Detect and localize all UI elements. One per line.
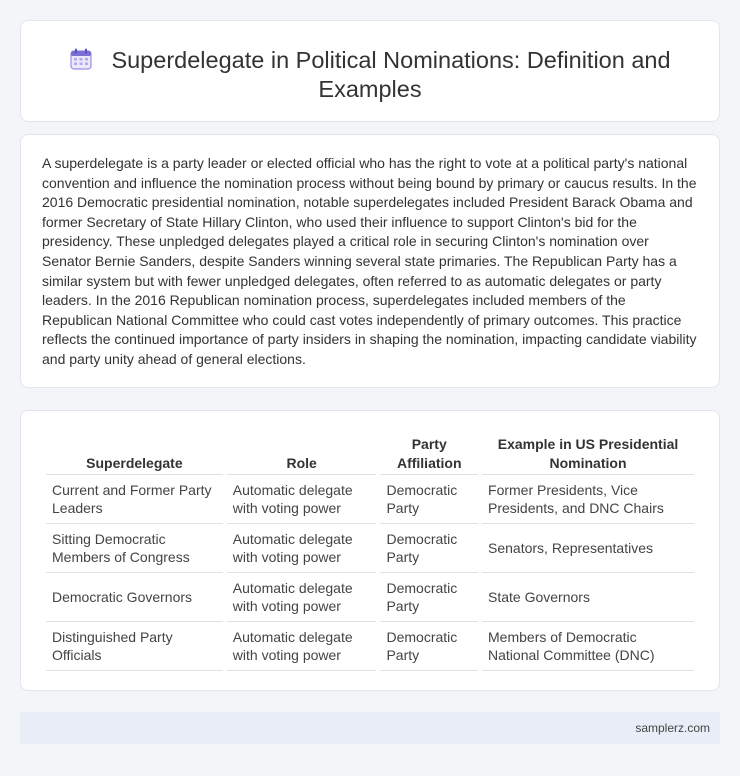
table-cell: Democratic Party [380,475,478,524]
summary-paragraph: A superdelegate is a party leader or elected official who has the right to vote at a political party's national convention and influence the nomination process without being bound by primary or caucus results. In the 2016 Democratic presidential nomination, notable superdelegates included President Barack Obama and former Secretary of State Hillary Clinton, who used their influence to support Clinton's bid for the presidency. These unpledged delegates played a critical role in securing Clinton's nomination over Senator Bernie Sanders, despite Sanders winning several state primaries. The Republican Party has a similar system but with fewer unpledged delegates, often referred to as automatic delegates or party leaders. In the 2016 Republican nomination process, superdelegates included members of the Republican National Committee who could cast votes independently of primary outcomes. This practice reflects the continued importance of party insiders in shaping the nomination, impacting candidate viability and party unity ahead of general elections. [42,155,697,367]
calendar-icon [69,47,93,71]
page-title: Superdelegate in Political Nominations: Definition and Examples [111,47,671,102]
table-card [20,410,720,691]
summary-card [20,134,720,388]
header-card [20,20,720,122]
superdelegate-table [42,433,698,671]
table-cell: Sitting Democratic Members of Congress [46,524,223,573]
table-cell: State Governors [482,573,694,622]
table-row [46,622,694,671]
table-cell: Democratic Governors [46,573,223,622]
table-cell: Current and Former Party Leaders [46,475,223,524]
table-header-row [46,433,694,475]
table-cell: Automatic delegate with voting power [227,475,377,524]
table-cell: Members of Democratic National Committee (DNC) [482,622,694,671]
page-title-container [21,46,719,104]
table-cell: Democratic Party [380,622,478,671]
table-row [46,524,694,573]
table-cell: Automatic delegate with voting power [227,622,377,671]
table-row [46,573,694,622]
column-header-role: Role [227,433,377,475]
footer-bar [20,712,720,744]
table-cell: Distinguished Party Officials [46,622,223,671]
table-cell: Senators, Representatives [482,524,694,573]
table-row [46,475,694,524]
table-cell: Automatic delegate with voting power [227,524,377,573]
table-cell: Democratic Party [380,524,478,573]
table-cell: Democratic Party [380,573,478,622]
column-header-example: Example in US Presidential Nomination [482,433,694,475]
footer-site-link[interactable]: samplerz.com [635,721,710,735]
table-cell: Automatic delegate with voting power [227,573,377,622]
column-header-superdelegate: Superdelegate [46,433,223,475]
table-cell: Former Presidents, Vice Presidents, and DNC Chairs [482,475,694,524]
column-header-party-affiliation: Party Affiliation [380,433,478,475]
